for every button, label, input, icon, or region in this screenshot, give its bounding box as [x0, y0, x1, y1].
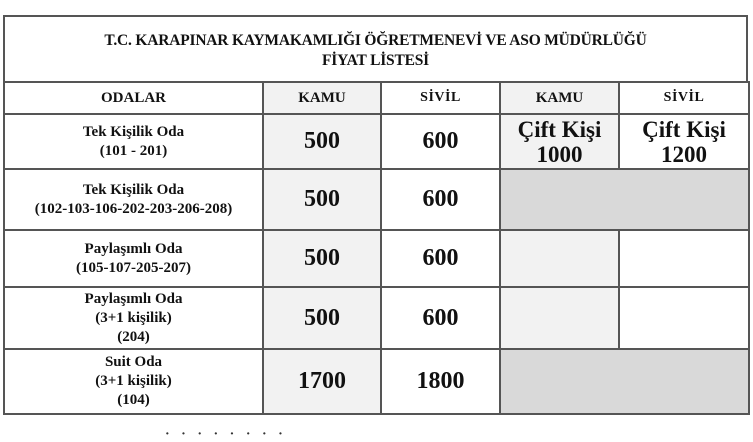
table-row	[4, 114, 749, 169]
empty-civil-double	[619, 287, 749, 349]
civil-price: 600	[381, 114, 500, 169]
empty-merged-cell	[500, 349, 749, 414]
civil-price: 1800	[381, 349, 500, 414]
header-rooms: ODALAR	[4, 82, 263, 114]
title-box	[3, 15, 748, 81]
civil-price: 600	[381, 230, 500, 287]
room-cell	[4, 114, 263, 169]
public-double-label: Çift Kişi	[517, 116, 602, 142]
document-subtitle: FİYAT LİSTESİ	[322, 52, 429, 69]
civil-price: 600	[381, 287, 500, 349]
table-row	[4, 230, 749, 287]
room-number: (204)	[117, 328, 150, 345]
empty-public-double	[500, 230, 619, 287]
empty-merged-cell	[500, 169, 749, 230]
table-row	[4, 169, 749, 230]
civil-price: 600	[381, 169, 500, 230]
room-name: Tek Kişilik Oda	[82, 181, 185, 198]
header-public-double: KAMU	[500, 82, 619, 114]
room-detail: (105-107-205-207)	[76, 259, 191, 276]
public-price: 500	[263, 169, 381, 230]
room-detail: (3+1 kişilik)	[95, 373, 172, 389]
cut-off-footer-text: · · · · · · · ·	[165, 427, 287, 442]
header-civil-double: SİVİL	[619, 82, 749, 114]
header-civil-single: SİVİL	[381, 82, 500, 114]
header-row	[4, 82, 749, 114]
room-cell	[4, 349, 263, 414]
price-table	[3, 81, 750, 415]
public-price: 500	[263, 287, 381, 349]
public-double-price: 1000	[536, 141, 583, 167]
room-cell	[4, 230, 263, 287]
table-row	[4, 287, 749, 349]
document-title: T.C. KARAPINAR KAYMAKAMLIĞI ÖĞRETMENEVİ VE ASO MÜDÜRLÜĞÜ	[104, 32, 647, 49]
public-price: 1700	[263, 349, 381, 414]
room-detail: (3+1 kişilik)	[95, 309, 172, 326]
civil-double-label: Çift Kişi	[642, 116, 726, 142]
room-detail: (102-103-106-202-203-206-208)	[34, 200, 233, 217]
room-name: Tek Kişilik Oda	[82, 123, 185, 140]
public-price: 500	[263, 230, 381, 287]
civil-double-cell	[619, 114, 749, 169]
room-name: Paylaşımlı Oda	[84, 290, 183, 307]
empty-civil-double	[619, 230, 749, 287]
room-cell	[4, 169, 263, 230]
public-price: 500	[263, 114, 381, 169]
header-public-single: KAMU	[263, 82, 381, 114]
room-number: (104)	[117, 392, 150, 408]
room-name: Suit Oda	[104, 354, 163, 370]
public-double-cell	[500, 114, 619, 169]
room-cell	[4, 287, 263, 349]
room-name: Paylaşımlı Oda	[84, 240, 183, 257]
price-list-sheet	[3, 15, 748, 415]
table-row	[4, 349, 749, 414]
room-detail: (101 - 201)	[99, 142, 168, 159]
empty-public-double	[500, 287, 619, 349]
civil-double-price: 1200	[661, 141, 707, 167]
